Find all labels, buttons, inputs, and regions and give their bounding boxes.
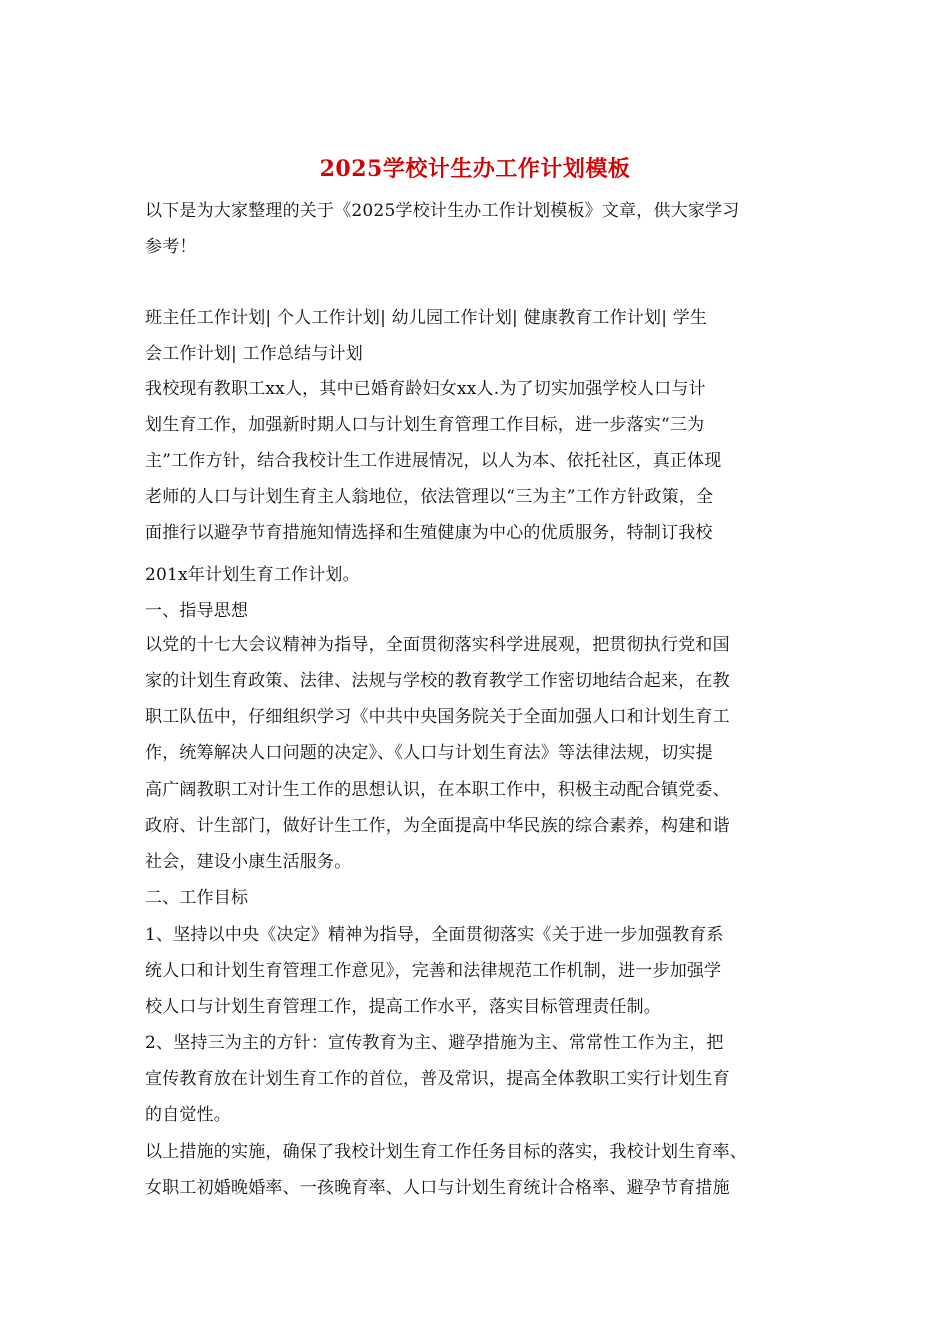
body-line: 职工队伍中，仔细组织学习《中共中央国务院关于全面加强人口和计划生育工 [145, 707, 730, 727]
body-line: 2、坚持三为主的方针：宣传教育为主、避孕措施为主、常常性工作为主，把 [145, 1033, 724, 1053]
body-line: 1、坚持以中央《决定》精神为指导，全面贯彻落实《关于进一步加强教育系 [145, 925, 724, 945]
body-line: 划生育工作，加强新时期人口与计划生育管理工作目标，进一步落实“三为 [145, 415, 705, 435]
body-line: 面推行以避孕节育措施知情选择和生殖健康为中心的优质服务，特制订我校 [145, 523, 713, 543]
body-line: 宣传教育放在计划生育工作的首位，普及常识，提高全体教职工实行计划生育 [145, 1069, 730, 1089]
body-line: 家的计划生育政策、法律、法规与学校的教育教学工作密切地结合起来，在教 [145, 671, 730, 691]
body-line: 作，统筹解决人口问题的决定》、《人口与计划生育法》等法律法规，切实提 [145, 743, 713, 763]
body-line: 统人口和计划生育管理工作意见》，完善和法律规范工作机制，进一步加强学 [145, 961, 722, 981]
body-line: 政府、计生部门，做好计生工作，为全面提高中华民族的综合素养，构建和谐 [145, 816, 730, 836]
section-heading: 一、指导思想 [145, 601, 249, 621]
body-line: 参考！ [145, 237, 197, 257]
section-heading: 二、工作目标 [145, 888, 249, 908]
document-title: 2025学校计生办工作计划模板 [319, 156, 631, 182]
body-line: 201x年计划生育工作计划。 [145, 565, 360, 585]
body-line: 主”工作方针，结合我校计生工作进展情况，以人为本、依托社区，真正体现 [145, 451, 722, 471]
body-line: 以下是为大家整理的关于《2025学校计生办工作计划模板》文章，供大家学习 [145, 201, 740, 221]
body-line: 的自觉性。 [145, 1105, 231, 1125]
body-line: 班主任工作计划| 个人工作计划| 幼儿园工作计划| 健康教育工作计划| 学生 [145, 308, 708, 328]
body-line: 以党的十七大会议精神为指导，全面贯彻落实科学进展观，把贯彻执行党和国 [145, 635, 730, 655]
body-line: 高广阔教职工对计生工作的思想认识，在本职工作中，积极主动配合镇党委、 [145, 780, 730, 800]
body-line: 我校现有教职工xx人，其中已婚育龄妇女xx人.为了切实加强学校人口与计 [145, 379, 706, 399]
body-line: 校人口与计划生育管理工作，提高工作水平，落实目标管理责任制。 [145, 997, 661, 1017]
body-line: 女职工初婚晚婚率、一孩晚育率、人口与计划生育统计合格率、避孕节育措施 [145, 1178, 730, 1198]
body-line: 会工作计划| 工作总结与计划 [145, 344, 363, 364]
body-line: 社会，建设小康生活服务。 [145, 852, 352, 872]
body-line: 老师的人口与计划生育主人翁地位，依法管理以“三为主”工作方针政策，全 [145, 487, 714, 507]
body-line: 以上措施的实施，确保了我校计划生育工作任务目标的落实，我校计划生育率、 [145, 1142, 747, 1162]
